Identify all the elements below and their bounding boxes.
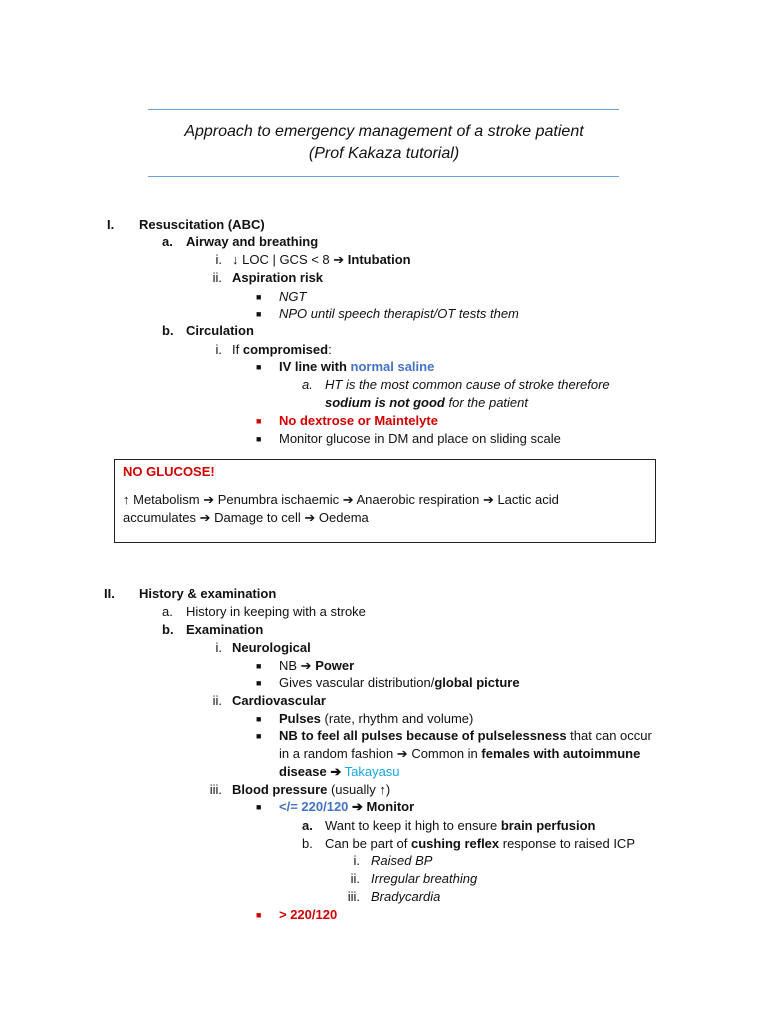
bullet-item-continuation: in a random fashion ➔ Common in females with autoimmune [279, 746, 641, 761]
bullet-item: NB to feel all pulses because of pulselessness that can occur [279, 728, 652, 743]
list-item: History in keeping with a stroke [186, 604, 366, 619]
right-arrow-icon: ➔ [396, 746, 408, 761]
right-arrow-icon: ➔ [300, 658, 312, 673]
bullet-item-continuation: disease ➔ Takayasu [279, 764, 400, 779]
square-bullet-icon: ■ [256, 292, 262, 302]
square-bullet-icon: ■ [256, 309, 262, 319]
callout-box [114, 459, 656, 543]
list-marker: a. [162, 234, 173, 249]
right-arrow-icon: ➔ [352, 799, 363, 814]
square-bullet-icon: ■ [256, 434, 262, 444]
callout-text: accumulates ➔ Damage to cell ➔ Oedema [123, 510, 369, 525]
section-heading: History & examination [139, 586, 277, 601]
square-bullet-icon: ■ [256, 661, 262, 671]
square-bullet-icon: ■ [256, 714, 262, 724]
list-marker: b. [162, 323, 174, 338]
list-marker: a. [162, 604, 173, 619]
bullet-item: No dextrose or Maintelyte [279, 413, 438, 428]
bullet-item: IV line with normal saline [279, 359, 435, 374]
list-item: Bradycardia [371, 889, 441, 904]
callout-text: ↑ Metabolism ➔ Penumbra ischaemic ➔ Anaerobic respiration ➔ Lactic acid [123, 492, 559, 507]
list-item: HT is the most common cause of stroke therefore [325, 377, 610, 392]
bottom-rule [148, 176, 619, 177]
list-marker: i. [353, 853, 360, 868]
list-marker: ii. [212, 270, 222, 285]
list-marker: iii. [209, 782, 222, 797]
list-marker: i. [215, 640, 222, 655]
list-item: Irregular breathing [371, 871, 478, 886]
bullet-item: NPO until speech therapist/OT tests them [279, 306, 519, 321]
list-marker: i. [215, 342, 222, 357]
list-item: Neurological [232, 640, 311, 655]
list-marker: ii. [350, 871, 360, 886]
list-marker: i. [215, 252, 222, 267]
square-bullet-icon: ■ [256, 678, 262, 688]
section-marker: II. [104, 586, 115, 601]
list-item: Can be part of cushing reflex response to raised ICP [325, 836, 635, 851]
bullet-item: > 220/120 [279, 907, 338, 922]
square-bullet-icon: ■ [256, 731, 262, 741]
page-subtitle: (Prof Kakaza tutorial) [308, 145, 460, 162]
top-rule [148, 109, 619, 110]
subheading: Airway and breathing [186, 234, 319, 249]
list-marker: iii. [347, 889, 360, 904]
list-item: Raised BP [371, 853, 433, 868]
bullet-item: Gives vascular distribution/global picture [279, 675, 520, 690]
list-marker: ii. [212, 693, 222, 708]
square-bullet-icon: ■ [256, 416, 262, 426]
list-item: ↓ LOC | GCS < 8 ➔ Intubation [232, 252, 411, 267]
square-bullet-icon: ■ [256, 362, 262, 372]
subheading: Circulation [186, 323, 254, 338]
bullet-item: NGT [279, 289, 307, 304]
bullet-item: </= 220/120 ➔ Monitor [279, 799, 415, 814]
subheading: Examination [186, 622, 264, 637]
list-marker: b. [302, 836, 313, 851]
right-arrow-icon: ➔ [330, 764, 342, 779]
callout-heading: NO GLUCOSE! [123, 464, 215, 479]
list-item: Want to keep it high to ensure brain perfusion [325, 818, 596, 833]
bullet-item: NB ➔ Power [279, 658, 355, 673]
bullet-item: Pulses (rate, rhythm and volume) [279, 711, 474, 726]
square-bullet-icon: ■ [256, 802, 262, 812]
section-heading: Resuscitation (ABC) [139, 217, 265, 232]
square-bullet-icon: ■ [256, 910, 262, 920]
list-marker: a. [302, 818, 313, 833]
section-marker: I. [107, 217, 115, 232]
list-marker: a. [302, 377, 313, 392]
list-item-continuation: sodium is not good for the patient [325, 395, 529, 410]
list-marker: b. [162, 622, 174, 637]
right-arrow-icon: ➔ [333, 252, 345, 267]
page-title: Approach to emergency management of a stroke patient [184, 123, 584, 140]
list-item: Aspiration risk [232, 270, 324, 285]
list-item: Blood pressure (usually ↑) [232, 782, 391, 797]
list-item: Cardiovascular [232, 693, 326, 708]
list-item: If compromised: [232, 342, 332, 357]
bullet-item: Monitor glucose in DM and place on sliding scale [279, 431, 561, 446]
